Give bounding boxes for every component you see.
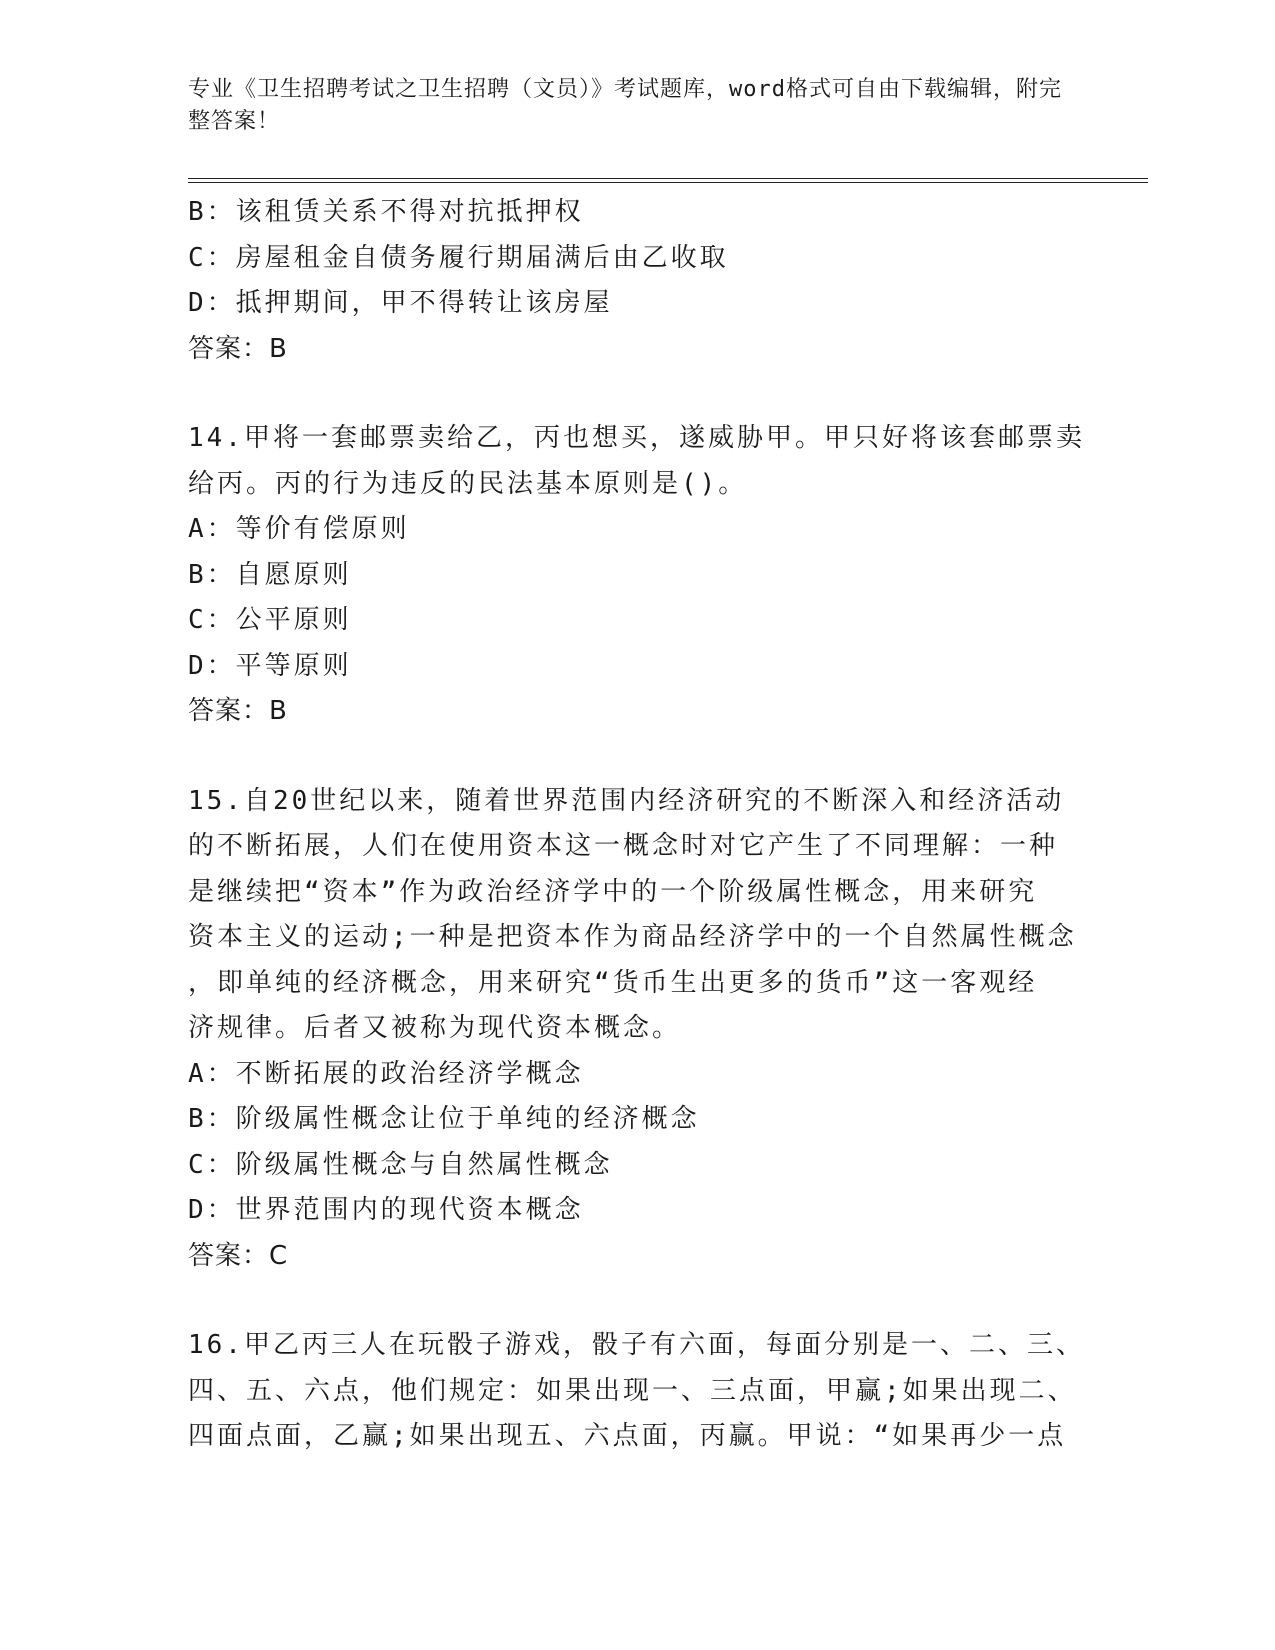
question-stem-line: 资本主义的运动;一种是把资本作为商品经济学中的一个自然属性概念 [188,922,1077,952]
option-b: B：自愿原则 [188,559,352,590]
option-c: C：阶级属性概念与自然属性概念 [188,1149,613,1180]
question-stem-line: 14.甲将一套邮票卖给乙，丙也想买，遂威胁甲。甲只好将该套邮票卖 [188,423,1085,453]
option-d: D：世界范围内的现代资本概念 [188,1195,584,1225]
option-a: A：等价有偿原则 [188,514,410,544]
document-header [188,74,1068,138]
option-d: D：平等原则 [188,650,352,681]
option-c: C：房屋租金自债务履行期届满后由乙收取 [188,242,729,273]
question-stem-line: 是继续把“资本”作为政治经济学中的一个阶级属性概念，用来研究 [188,876,1038,907]
question-stem-line: 四、五、六点，他们规定：如果出现一、三点面，甲赢;如果出现二、 [188,1375,1077,1406]
answer: 答案：B [188,696,288,726]
answer: 答案：C [188,1240,289,1271]
question-15 [188,779,1077,1280]
question-stem-line: 济规律。后者又被称为现代资本概念。 [188,1013,682,1043]
question-stem-line: ，即单纯的经济概念，用来研究“货币生出更多的货币”这一客观经 [188,967,1038,998]
option-c: C：公平原则 [188,605,352,635]
question-stem-line: 16.甲乙丙三人在玩骰子游戏，骰子有六面，每面分别是一、二、三、 [188,1330,1085,1360]
header-divider [188,178,1148,183]
option-b: B：该租赁关系不得对抗抵押权 [188,197,584,227]
question-16 [188,1323,1085,1460]
question-14 [188,416,1085,735]
question-13 [188,190,1068,372]
question-stem-line: 给丙。丙的行为违反的民法基本原则是()。 [188,468,748,499]
question-stem-line: 的不断拓展，人们在使用资本这一概念时对它产生了不同理解：一种 [188,831,1059,861]
question-stem-line: 15.自20世纪以来，随着世界范围内经济研究的不断深入和经济活动 [188,785,1065,816]
option-b: B：阶级属性概念让位于单纯的经济概念 [188,1104,700,1134]
document-body [188,190,1085,1460]
question-stem-line: 四面点面，乙赢;如果出现五、六点面，丙赢。甲说：“如果再少一点 [188,1421,1067,1451]
option-d: D：抵押期间，甲不得转让该房屋 [188,288,613,318]
header-title: 专业《卫生招聘考试之卫生招聘（文员）》考试题库，word格式可自由下载编辑，附完整答案！ [188,77,1062,134]
option-a: A：不断拓展的政治经济学概念 [188,1058,584,1089]
answer: 答案：B [188,333,288,364]
